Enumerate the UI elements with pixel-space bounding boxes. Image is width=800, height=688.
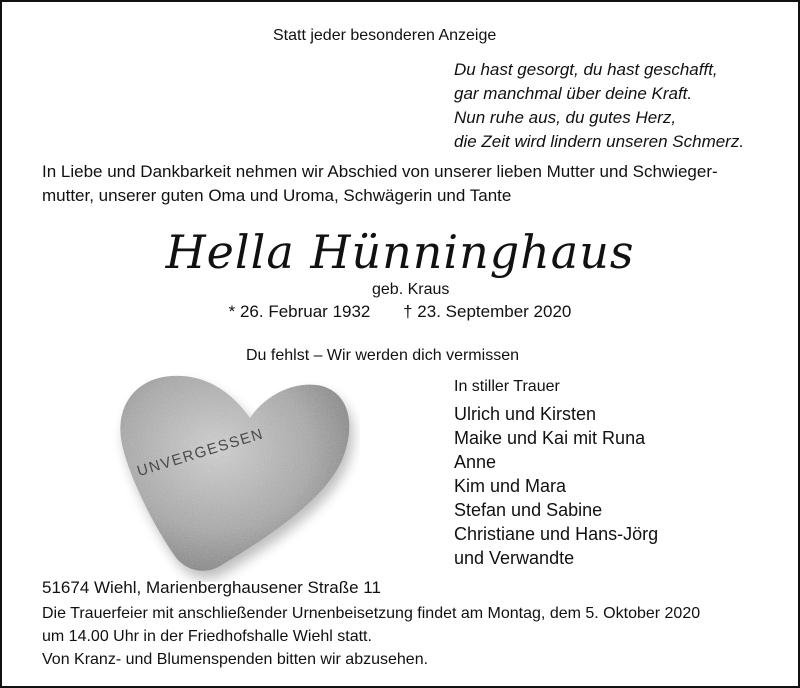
mourner-name: Stefan und Sabine — [454, 500, 603, 520]
footer-line: Von Kranz- und Blumenspenden bitten wir abzusehen. — [42, 651, 429, 668]
poem-line: Du hast gesorgt, du hast geschafft, — [454, 60, 718, 79]
birth-name: geb. Kraus — [372, 281, 450, 298]
deceased-name: Hella Hünninghaus — [165, 225, 635, 279]
mourners-block — [454, 378, 659, 570]
mourners-intro: In stiller Trauer — [454, 378, 560, 395]
mourner-name: Christiane und Hans-Jörg — [454, 524, 659, 544]
mourner-name: und Verwandte — [454, 548, 575, 568]
header-line: Statt jeder besonderen Anzeige — [273, 27, 497, 44]
address: 51674 Wiehl, Marienberghausener Straße 11 — [42, 578, 381, 597]
poem-line: gar manchmal über deine Kraft. — [454, 84, 693, 103]
footer-line: um 14.00 Uhr in der Friedhofshalle Wiehl statt. — [42, 628, 372, 645]
intro-line: mutter, unserer guten Oma und Uroma, Schwägerin und Tante — [42, 186, 512, 205]
poem — [454, 58, 744, 154]
motto: Du fehlst – Wir werden dich vermissen — [246, 347, 519, 364]
mourner-name: Ulrich und Kirsten — [454, 404, 597, 424]
death-date: † 23. September 2020 — [403, 302, 572, 321]
footer-line: Die Trauerfeier mit anschließender Urnenbeisetzung findet am Montag, dem 5. Oktober 2020 — [42, 605, 701, 622]
life-dates — [2, 300, 798, 324]
birth-date: * 26. Februar 1932 — [228, 302, 371, 321]
mourner-name: Anne — [454, 452, 497, 472]
mourner-name: Maike und Kai mit Runa — [454, 428, 646, 448]
intro-line: In Liebe und Dankbarkeit nehmen wir Abschied von unserer lieben Mutter und Schwieger- — [42, 162, 718, 181]
heart-engraving: UNVERGESSEN — [135, 425, 266, 481]
stone-heart-image — [110, 362, 360, 582]
poem-line: Nun ruhe aus, du gutes Herz, — [454, 108, 677, 127]
poem-line: die Zeit wird lindern unseren Schmerz. — [454, 132, 745, 151]
mourner-name: Kim und Mara — [454, 476, 567, 496]
